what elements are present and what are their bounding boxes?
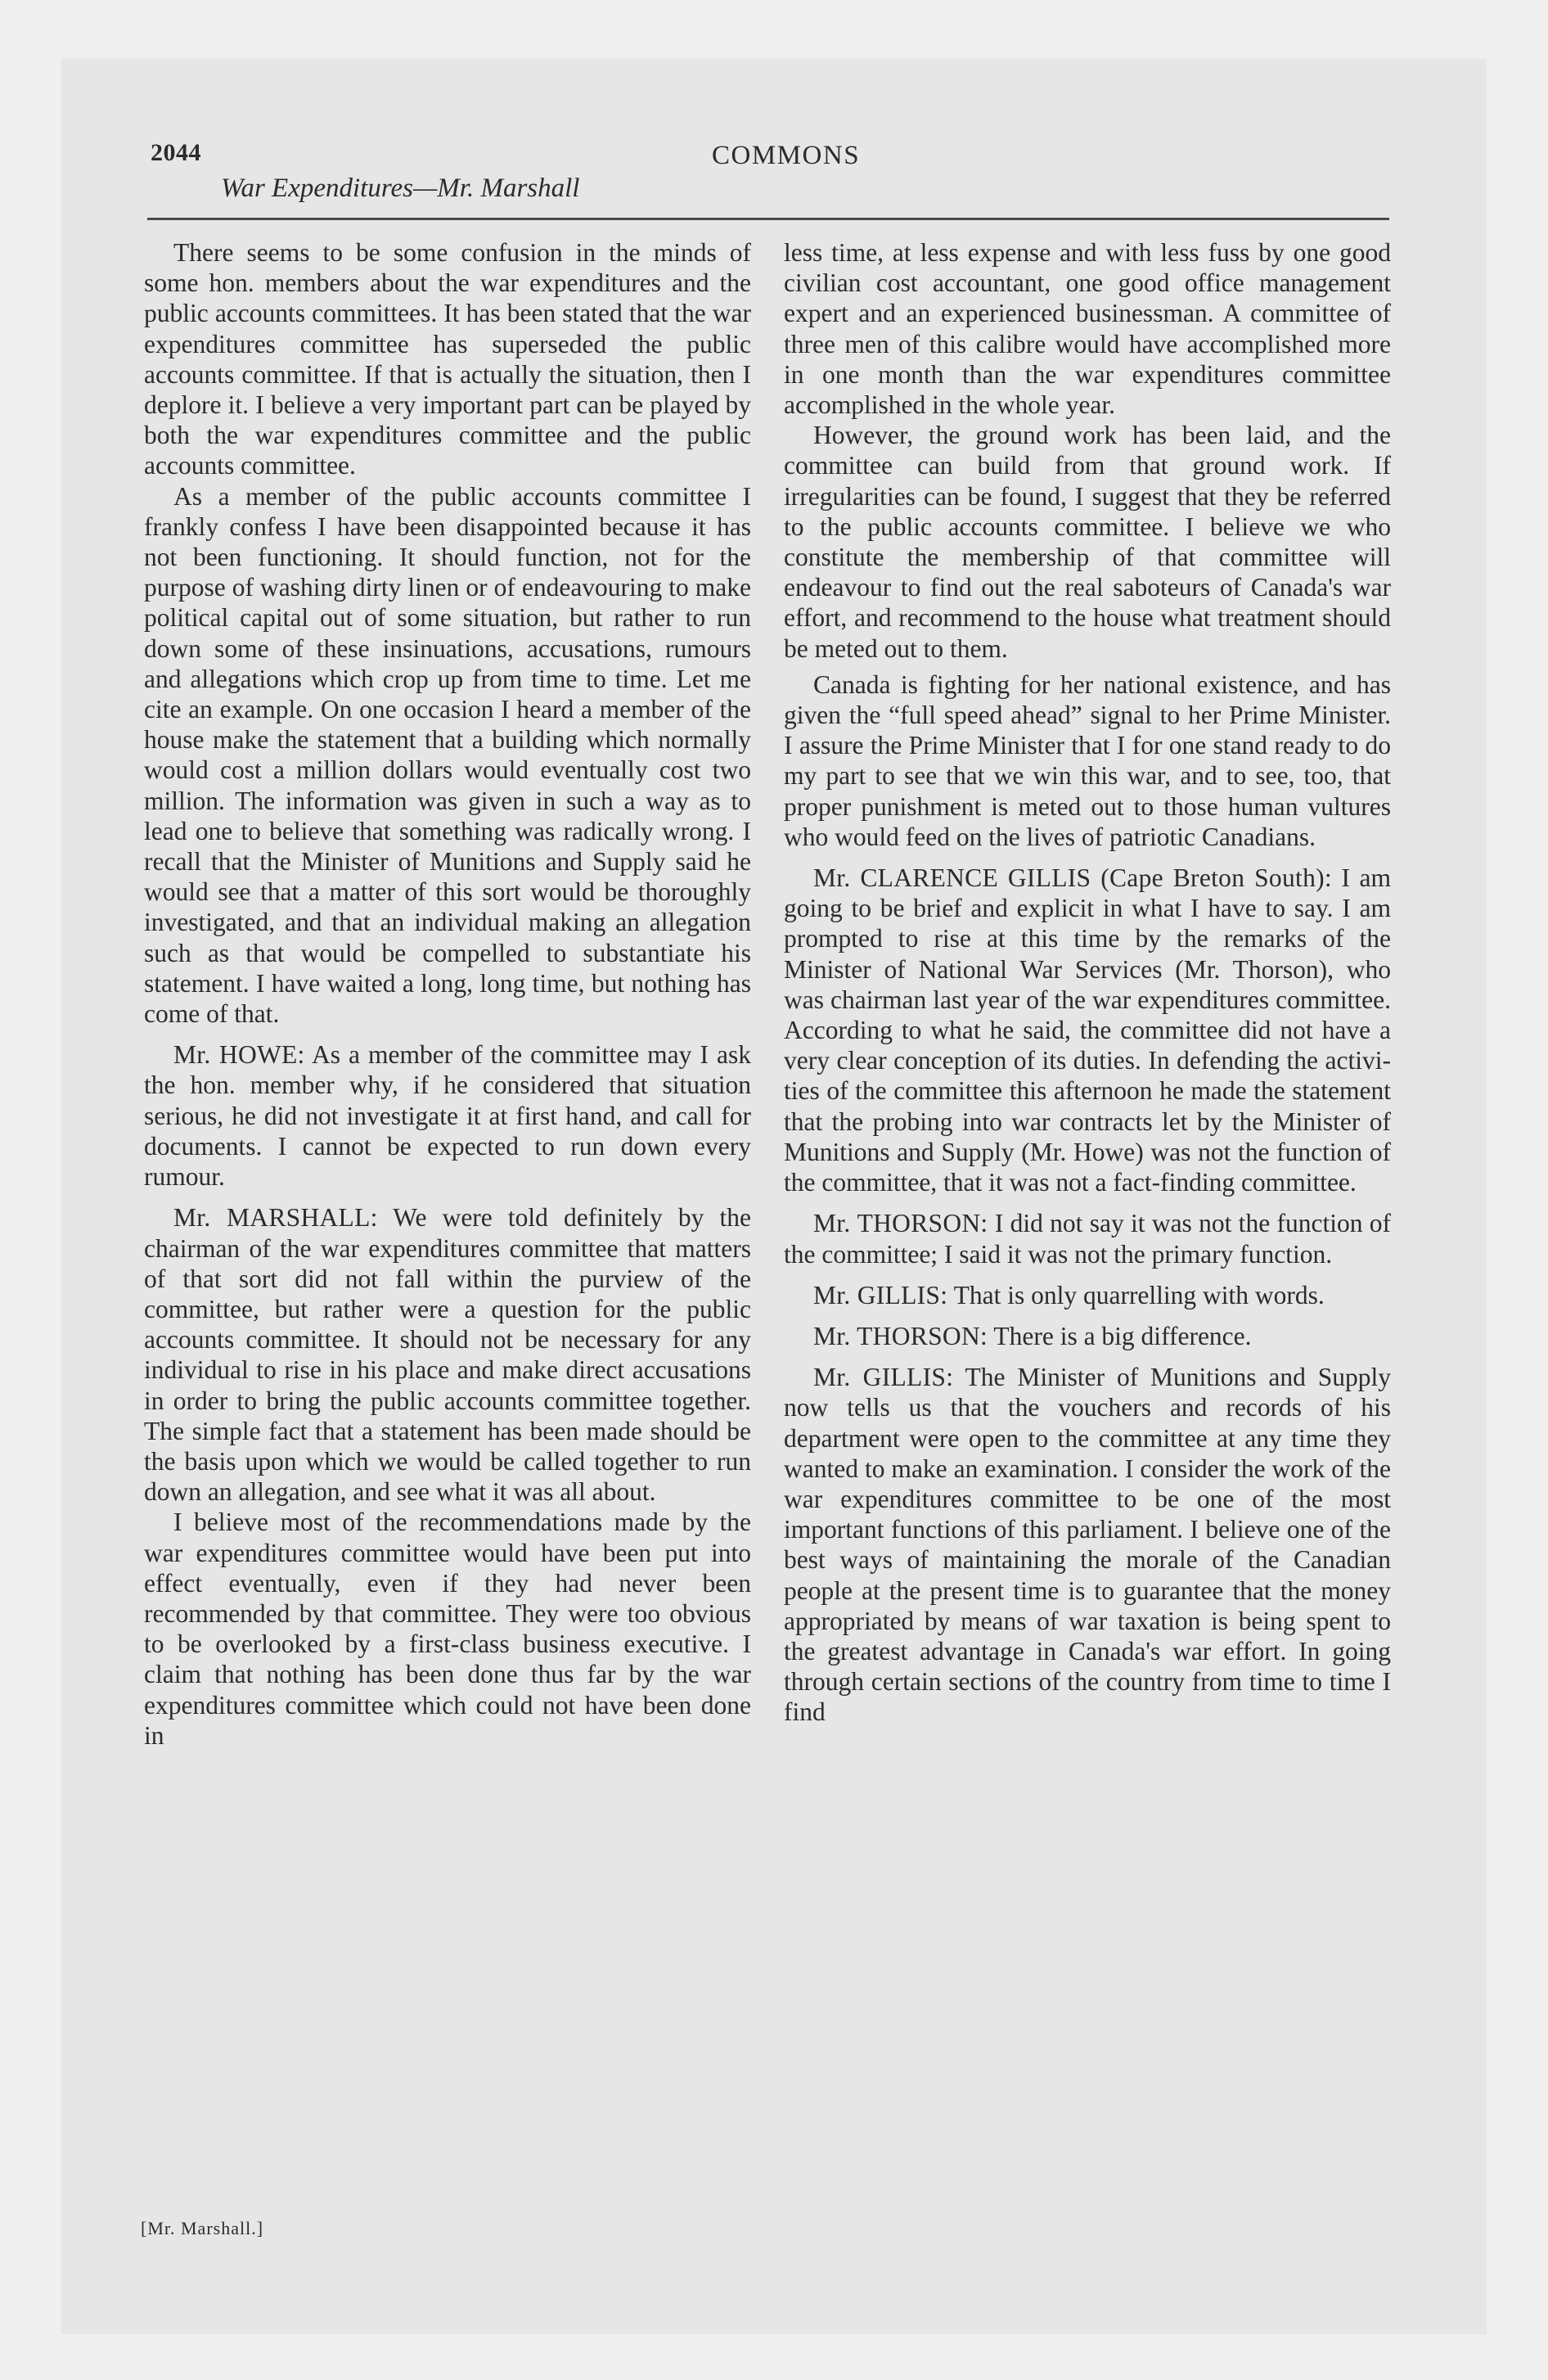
paragraph [784, 237, 1391, 420]
paragraph-text: However, the ground work has been laid, and the committee can build from that ground work. If irregularities can be found, I suggest that they be referred to the public accounts committee. I believe we who constitute the membership of that committee will endeavour to find out the real saboteurs of Canada's war effort, and recommend to the house what treatment should be meted out to them. [784, 421, 1391, 663]
paragraph-text: As a member of the committee may I ask the hon. member why, if he considered that situation serious, he did not investigate it at first hand, and call for documents. I cannot be expected to run down every rumour. [144, 1040, 751, 1192]
paragraph-text: The Minister of Munitions and Supply now tells us that the vouchers and records of his department were open to the committee at any time they wanted to make an examination. I consider the work of the war expenditures committee to be one of the most important functions of this parliament. I believe one of the best ways of maintaining the morale of the Canadian people at the present time is to guarantee that the money appropriated by means of war taxation is being spent to the greatest advantage in Canada's war effort. In going through certain sections of the country from time to time I find [784, 1363, 1391, 1727]
paragraph [144, 1039, 751, 1192]
paragraph-text: There seems to be some confusion in the minds of some hon. members about the war expenditures and the public accounts committees. It has been stated that the war expenditures committee has superseded the public accounts committee. If that is actually the situation, then I deplore it. I believe a very important part can be played by both the war expenditures committee and the public accounts committee. [144, 238, 751, 480]
house-heading: COMMONS [712, 141, 861, 170]
paragraph-text: That is only quarrelling with words. [953, 1280, 1325, 1309]
paragraph-text: There is a big difference. [993, 1321, 1252, 1350]
paragraph [784, 1208, 1391, 1269]
speaker-name: Mr. THORSON: [813, 1209, 988, 1238]
paragraph-text: I am going to be brief and explicit in what I have to say. I am prompted to rise at this time by the remarks of the Minister of National War Services (Mr. Thorson), who was chairman last year of the war expenditures committee. According to what he said, the committee did not have a very clear conception of its duties. In defending the activities of the committee this afternoon he made the statement that the probing into war contracts let by the Minister of Munitions and Supply (Mr. Howe) was not the function of the committee, that it was not a fact-finding committee. [784, 863, 1391, 1197]
speaker-name: Mr. MARSHALL: [173, 1203, 378, 1233]
paragraph-text: less time, at less expense and with less fuss by one good civilian cost accountant, one good office management expert and an experienced businessman. A committee of three men of this calibre would have accomplished more in one month than the war expenditures committee accomplished in the whole year. [784, 238, 1391, 420]
running-title: War Expenditures—Mr. Marshall [221, 174, 580, 203]
paragraph [784, 420, 1391, 664]
paragraph [784, 863, 1391, 1197]
page-number: 2044 [151, 139, 201, 166]
paragraph [144, 1202, 751, 1507]
speaker-name: Mr. HOWE: [173, 1040, 305, 1070]
speaker-name: Mr. CLARENCE GILLIS (Cape Breton South): [813, 863, 1332, 893]
paragraph-text: Canada is fighting for her national existence, and has given the “full speed ahead” signal to her Prime Minister. I assure the Prime Minister that I for one stand ready to do my part to see that we win this war, and to see, too, that proper punishment is meted out to those human vultures who would feed on the lives of patriotic Canadians. [784, 669, 1391, 851]
paragraph [144, 1507, 751, 1751]
paragraph [784, 669, 1391, 852]
paragraph [784, 1280, 1391, 1310]
speaker-name: Mr. THORSON: [813, 1321, 988, 1350]
left-column [144, 237, 751, 1751]
paragraph-text: I believe most of the recommendations made by the war expenditures committee would have been put into effect eventually, even if they had never been recommended by that committee. They were too obvious to be overlooked by a first-class business executive. I claim that nothing has been done thus far by the war expenditures committee which could not have been done in [144, 1508, 751, 1750]
paragraph-text: I did not say it was not the function of the committee; I said it was not the primary function. [784, 1209, 1391, 1269]
speaker-name: Mr. GILLIS: [813, 1363, 954, 1392]
paragraph [784, 1362, 1391, 1727]
paragraph [144, 237, 751, 481]
paragraph-text: We were told definitely by the chairman of the war expenditures committee that matters of that sort did not fall within the purview of the committee, but rather were a question for the public accounts committee. It should not be necessary for any individual to rise in his place and make direct accusations in order to bring the public accounts committee together. The simple fact that a statement has been made should be the basis upon which we would be called together to run down an allegation, and see what it was all about. [144, 1203, 751, 1507]
paragraph [144, 481, 751, 1030]
right-column [784, 237, 1391, 1728]
speaker-attribution-footer: [Mr. Marshall.] [141, 2218, 264, 2238]
header-rule [147, 218, 1389, 220]
paragraph [784, 1321, 1391, 1351]
speaker-name: Mr. GILLIS: [813, 1280, 948, 1309]
paragraph-text: As a member of the public accounts committee I frankly confess I have been disappointed because it has not been functioning. It should function, not for the purpose of washing dirty linen or of endeavouring to make political capital out of some situation, but rather to run down some of these insinuations, accusations, rumours and allegations which crop up from time to time. Let me cite an example. On one occasion I heard a member of the house make the statement that a building which normally would cost a million dollars would eventually cost two million. The information was given in such a way as to lead one to believe that something was radically wrong. I recall that the Minister of Munitions and Supply said he would see that a matter of this sort would be thoroughly investigated, and that an individual making an allegation such as that would be compelled to substantiate his statement. I have waited a long, long time, but nothing has come of that. [144, 481, 751, 1029]
